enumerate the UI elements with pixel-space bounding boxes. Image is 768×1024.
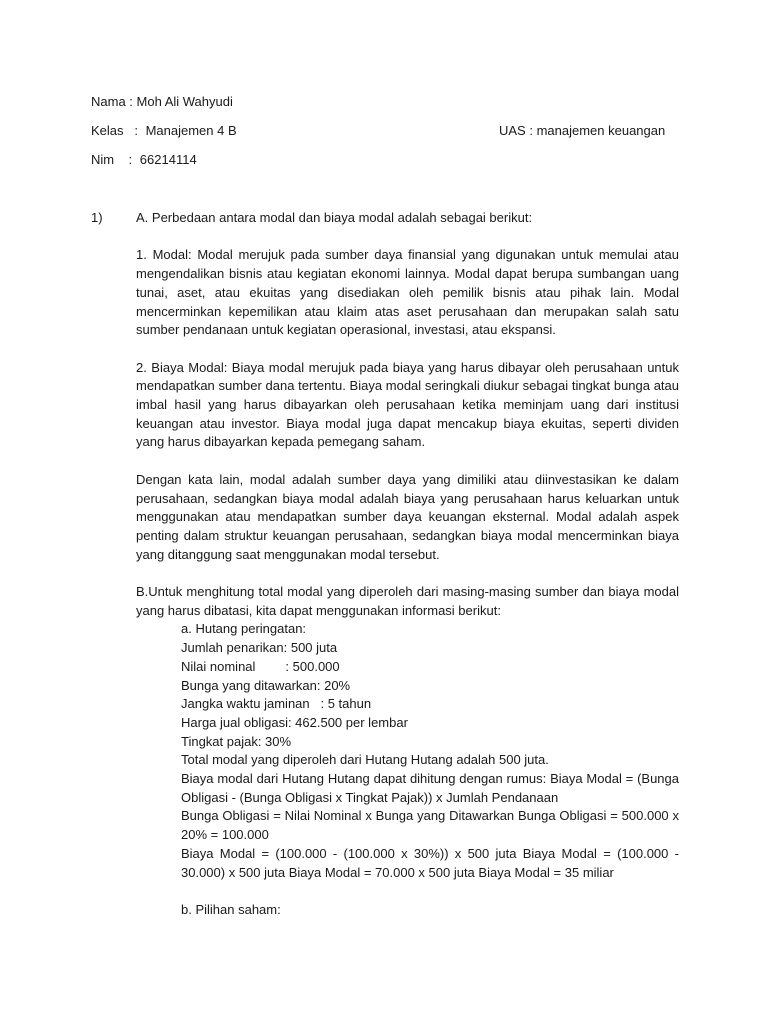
harga-jual: Harga jual obligasi: 462.500 per lembar: [181, 714, 408, 730]
section-b-intro: B.Untuk menghitung total modal yang diperoleh dari masing-masing sumber dan biaya modal yang harus dibatasi, kita dapat menggunakan informasi berikut:: [136, 584, 679, 618]
question-number: 1): [91, 210, 103, 225]
nilai-nominal: [136, 658, 679, 677]
nilai-nominal-label: Nilai nominal: [181, 658, 256, 674]
paragraph-biaya-modal: 2. Biaya Modal: Biaya modal merujuk pada biaya yang harus dibayar oleh perusahaan untuk mendapatkan sumber dana tertentu. Biaya modal seringkali diukur sebagai tingkat bunga atau imbal hasil yang harus dibayarkan oleh perusahaan ketika meminjam uang dari institusi keuangan atau investor. Biaya modal juga dapat mencakup biaya ekuitas, seperti dividen yang harus dibayarkan kepada pemegang saham.: [136, 359, 679, 450]
bunga-obligasi: Bunga Obligasi = Nilai Nominal x Bunga yang Ditawarkan Bunga Obligasi = 500.000 x 20% = 100.000: [181, 808, 679, 843]
nim-value: 66214114: [139, 152, 197, 167]
total-modal: Total modal yang diperoleh dari Hutang Hutang adalah 500 juta.: [181, 752, 549, 768]
biaya-modal-calc: Biaya Modal = (100.000 - (100.000 x 30%)) x 500 juta Biaya Modal = (100.000 - 30.000) x 500 juta Biaya Modal = 70.000 x 500 juta Biaya Modal = 35 miliar: [181, 845, 679, 880]
hutang-title: a. Hutang peringatan:: [181, 621, 307, 637]
rumus-biaya-modal: Biaya modal dari Hutang Hutang dapat dihitung dengan rumus: Biaya Modal = (Bunga Obligasi - (Bunga Obligasi x Tingkat Pajak)) x Jumlah Pendanaan: [181, 771, 679, 805]
kelas-label: Kelas :: [91, 123, 138, 138]
paragraph-modal: 1. Modal: Modal merujuk pada sumber daya finansial yang digunakan untuk memulai atau mengendalikan bisnis atau kegiatan ekonomi lainnya. Modal dapat berupa sumbangan uang tunai, aset, atau ekuitas yang disediakan oleh pemilik bisnis atau pihak lain. Modal mencerminkan kepemilikan atau klaim atas aset perusahaan dan merupakan salah satu sumber pendanaan untuk kegiatan operasional, investasi, atau ekspansi.: [136, 247, 679, 338]
paragraph-summary: Dengan kata lain, modal adalah sumber daya yang dimiliki atau diinvestasikan ke dalam perusahaan, sedangkan biaya modal adalah biaya yang perusahaan harus keluarkan untuk menggunakan atau mendapatkan sumber daya keuangan eksternal. Modal adalah aspek penting dalam struktur keuangan perusahaan, sedangkan biaya modal mencerminkan biaya yang ditanggung saat menggunakan modal tersebut.: [136, 471, 679, 562]
uas-label: UAS : manajemen keuangan: [499, 123, 666, 138]
tingkat-pajak: Tingkat pajak: 30%: [181, 733, 292, 749]
name-line: Nama : Moh Ali Wahyudi: [91, 94, 233, 109]
pilihan-saham-title: b. Pilihan saham:: [181, 901, 281, 917]
answer-body: [136, 209, 679, 920]
jumlah-penarikan: Jumlah penarikan: 500 juta: [181, 640, 338, 656]
bunga-ditawarkan: Bunga yang ditawarkan: 20%: [181, 677, 351, 693]
jangka-waktu: Jangka waktu jaminan : 5 tahun: [181, 696, 372, 712]
section-a-heading: A. Perbedaan antara modal dan biaya modal adalah sebagai berikut:: [136, 210, 533, 225]
nim-line: [91, 151, 197, 170]
nilai-nominal-value: : 500.000: [285, 658, 340, 674]
kelas-line: [91, 122, 237, 141]
kelas-value: Manajemen 4 B: [145, 123, 237, 138]
nim-label: Nim :: [91, 152, 133, 167]
